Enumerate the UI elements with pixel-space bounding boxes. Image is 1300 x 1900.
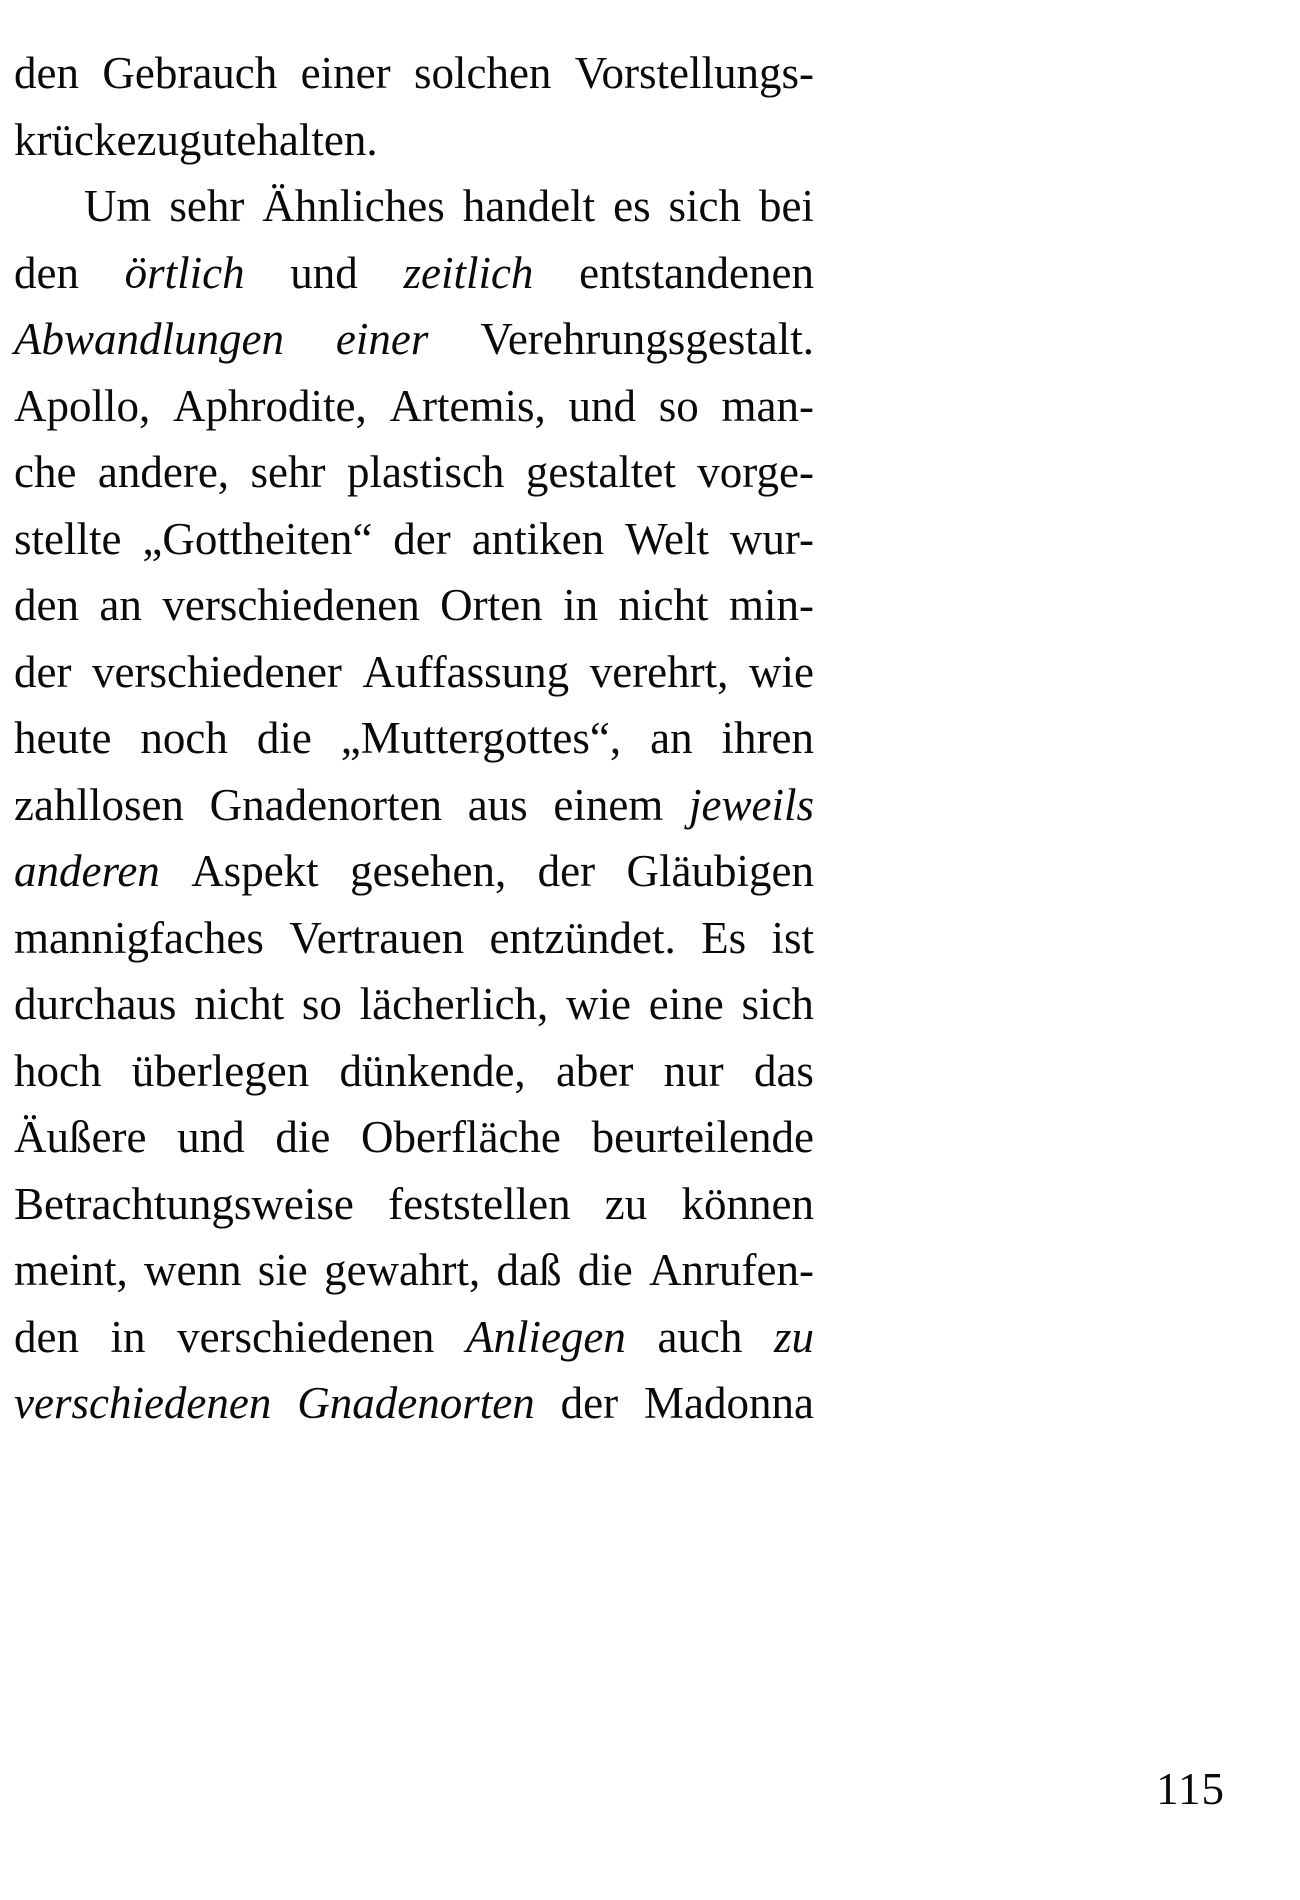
word: Gebrauch xyxy=(102,48,278,98)
word: die xyxy=(577,1245,633,1295)
word: meint, xyxy=(14,1245,128,1295)
word: Vertrauen xyxy=(289,912,465,963)
word: und xyxy=(290,247,358,298)
word: dünkende, xyxy=(339,1045,526,1096)
word: gesehen, xyxy=(350,846,507,896)
text-line xyxy=(14,772,814,839)
word: und xyxy=(568,380,636,431)
word: durchaus xyxy=(14,979,177,1029)
paragraph xyxy=(14,40,814,173)
word: gestaltet xyxy=(525,447,676,497)
word: in xyxy=(563,580,599,630)
word: min- xyxy=(728,580,814,630)
word: so xyxy=(301,979,342,1029)
word: jeweils xyxy=(688,779,814,830)
word: sich xyxy=(741,979,814,1029)
word: ist xyxy=(771,912,814,963)
word: der xyxy=(560,1378,619,1428)
word: zu xyxy=(773,1311,814,1362)
text-line xyxy=(14,1304,814,1371)
word: das xyxy=(753,1045,814,1096)
word: Betrachtungsweise xyxy=(14,1178,354,1229)
word: überlegen xyxy=(131,1045,310,1096)
word: örtlich xyxy=(124,247,245,298)
word: zahllosen xyxy=(14,779,184,830)
word: zeitlich xyxy=(403,247,534,298)
word: noch xyxy=(140,713,228,763)
word: man- xyxy=(721,380,814,431)
word: „Gottheiten“ xyxy=(142,513,373,564)
text-line xyxy=(14,373,814,440)
word: Ähnliches xyxy=(262,181,445,231)
text-line xyxy=(14,506,814,573)
word: mannigfaches xyxy=(14,912,264,963)
word: solchen xyxy=(413,48,552,98)
text-line xyxy=(14,40,814,107)
page-text-body xyxy=(14,40,814,1437)
text-line xyxy=(14,1237,814,1304)
word: heute xyxy=(14,713,112,763)
word: die xyxy=(256,713,312,763)
word: verschiedenen xyxy=(177,1311,435,1362)
word: Madonna xyxy=(644,1378,814,1428)
word: Abwandlungen xyxy=(14,314,284,364)
word: handelt xyxy=(462,181,596,231)
word: Gnadenorten xyxy=(297,1378,535,1428)
word: in xyxy=(110,1311,146,1362)
text-line xyxy=(14,107,814,174)
word: einer xyxy=(300,48,391,98)
word: antiken xyxy=(471,513,605,564)
word: Aphrodite, xyxy=(173,380,367,431)
text-line xyxy=(14,1171,814,1238)
word: den xyxy=(14,247,79,298)
text-line xyxy=(14,971,814,1038)
word: einem xyxy=(553,779,664,830)
text-line xyxy=(14,1370,814,1437)
word: stellte xyxy=(14,513,122,564)
word: beurteilende xyxy=(591,1112,814,1162)
text-line xyxy=(14,705,814,772)
word: Um xyxy=(83,181,152,231)
word: den xyxy=(14,48,79,98)
word: Äußere xyxy=(14,1112,147,1162)
word: Verehrungsgestalt. xyxy=(480,314,814,364)
word: nicht xyxy=(194,979,285,1029)
word: „Muttergottes“, xyxy=(340,713,622,763)
word: ihren xyxy=(721,713,814,763)
word: Gläubigen xyxy=(626,846,814,896)
word: feststellen xyxy=(388,1178,571,1229)
text-line xyxy=(14,1104,814,1171)
paragraph xyxy=(14,173,814,1437)
word: zu xyxy=(604,1178,648,1229)
word: verschiedenen xyxy=(162,580,420,630)
text-line xyxy=(14,173,814,240)
word: der xyxy=(393,513,451,564)
word: sehr xyxy=(169,181,245,231)
word: zugutehalten. xyxy=(136,114,378,165)
word: gewahrt, xyxy=(324,1245,481,1295)
text-line xyxy=(14,572,814,639)
word: anderen xyxy=(14,846,160,896)
word: Aspekt xyxy=(191,846,319,896)
text-line xyxy=(14,240,814,307)
word: sehr xyxy=(250,447,326,497)
word: aber xyxy=(555,1045,634,1096)
text-line xyxy=(14,905,814,972)
text-line xyxy=(14,1038,814,1105)
word: aus xyxy=(467,779,528,830)
word: daß xyxy=(496,1245,562,1295)
word: nur xyxy=(663,1045,724,1096)
word: verschiedener xyxy=(92,646,342,697)
word: andere, xyxy=(97,447,230,497)
text-line xyxy=(14,306,814,373)
word: verehrt, xyxy=(589,646,729,697)
word: nicht xyxy=(618,580,709,630)
word: und xyxy=(177,1112,245,1162)
word: so xyxy=(658,380,699,431)
word: sie xyxy=(257,1245,308,1295)
word: Vorstellungs- xyxy=(574,48,814,98)
word: Gnadenorten xyxy=(209,779,443,830)
word: an xyxy=(99,580,142,630)
word: hoch xyxy=(14,1045,102,1096)
word: wie xyxy=(748,646,814,697)
text-line xyxy=(14,439,814,506)
word: eine xyxy=(648,979,724,1029)
word: den xyxy=(14,1311,79,1362)
word: Anliegen xyxy=(465,1311,626,1362)
word: auch xyxy=(657,1311,743,1362)
word: an xyxy=(650,713,693,763)
word: entzündet. xyxy=(489,912,676,963)
word: Artemis, xyxy=(389,380,546,431)
word: sich xyxy=(668,181,742,231)
word: lächerlich, xyxy=(359,979,549,1029)
word: der xyxy=(537,846,596,896)
word: Welt xyxy=(625,513,709,564)
word: Anrufen- xyxy=(649,1245,814,1295)
word: Auffassung xyxy=(362,646,570,697)
word: Oberfläche xyxy=(361,1112,561,1162)
word: es xyxy=(613,181,651,231)
word: verschiedenen xyxy=(14,1378,272,1428)
word: den xyxy=(14,580,79,630)
word: wur- xyxy=(729,513,814,564)
text-line xyxy=(14,639,814,706)
word: che xyxy=(14,447,77,497)
word: Orten xyxy=(440,580,543,630)
word: entstandenen xyxy=(579,247,814,298)
word: krücke xyxy=(14,114,137,165)
word: Apollo, xyxy=(14,380,151,431)
text-line xyxy=(14,838,814,905)
word: wenn xyxy=(144,1245,242,1295)
word: vorge- xyxy=(697,447,814,497)
word: einer xyxy=(335,314,429,364)
word: die xyxy=(275,1112,331,1162)
word: plastisch xyxy=(346,447,505,497)
word: Es xyxy=(701,912,747,963)
word: der xyxy=(14,646,72,697)
page-number: 115 xyxy=(1156,1764,1225,1814)
word: bei xyxy=(758,181,814,231)
word: wie xyxy=(566,979,632,1029)
word: können xyxy=(681,1178,814,1229)
